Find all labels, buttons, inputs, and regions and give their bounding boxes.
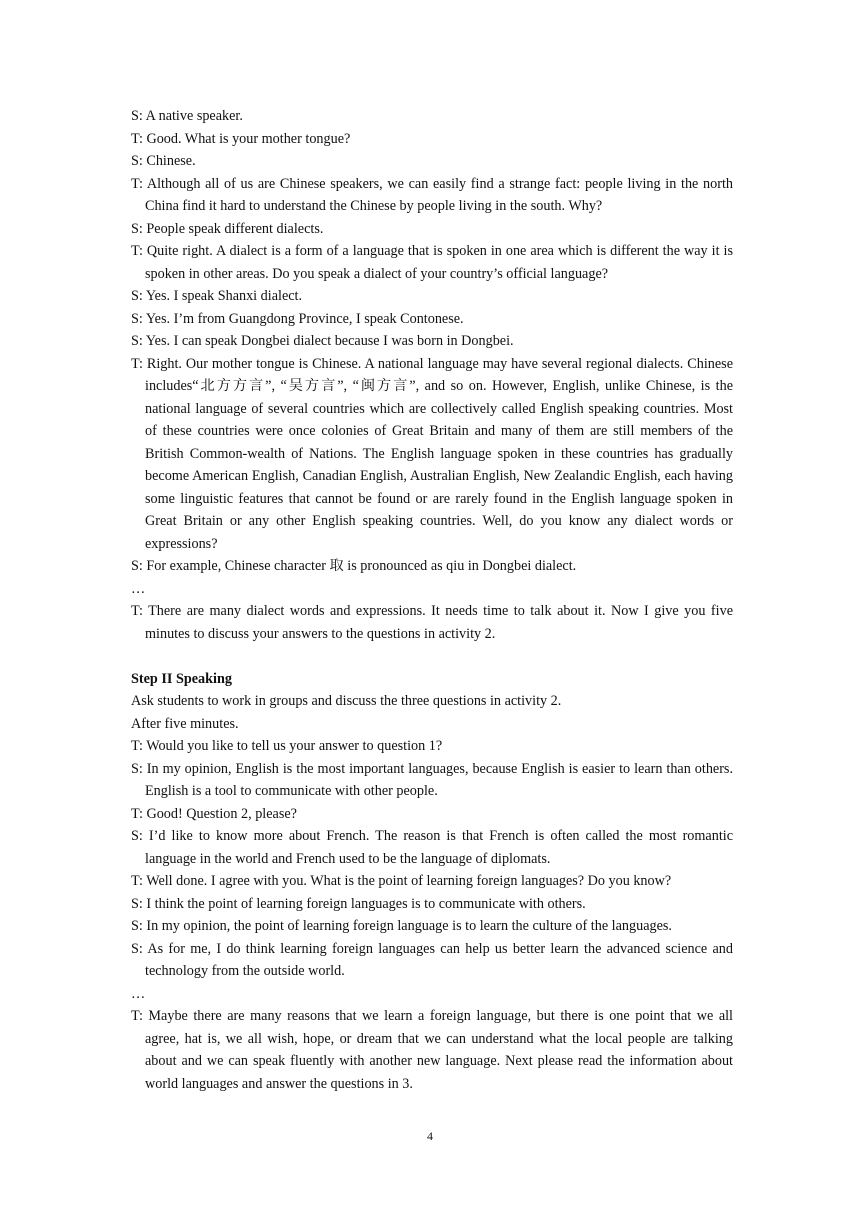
paragraph-spacer xyxy=(131,645,733,668)
dialogue-line: S: In my opinion, English is the most important languages, because English is easier to learn than others. English is a tool to communicate with other people. xyxy=(131,760,733,799)
dialogue-line: S: Chinese. xyxy=(131,153,196,169)
dialogue-line: T: Although all of us are Chinese speakers, we can easily find a strange fact: people living in the north China find it hard to understand the Chinese by people living in the south. Why? xyxy=(131,175,733,214)
dialogue-line: S: In my opinion, the point of learning foreign language is to learn the culture of the languages. xyxy=(131,918,672,934)
instruction-text: Ask students to work in groups and discuss the three questions in activity 2. xyxy=(131,693,562,709)
dialogue-line: T: Well done. I agree with you. What is the point of learning foreign languages? Do you know? xyxy=(131,873,672,889)
dialogue-line: S: As for me, I do think learning foreign languages can help us better learn the advanced science and technology from the outside world. xyxy=(131,940,733,979)
dialogue-line: T: Good! Question 2, please? xyxy=(131,805,297,822)
dialogue-line: T: Would you like to tell us your answer to question 1? xyxy=(131,738,443,754)
dialogue-line: T: Good. What is your mother tongue? xyxy=(131,130,351,147)
dialogue-line: T: Maybe there are many reasons that we learn a foreign language, but there is one point that we all agree, hat is, we all wish, hope, or dream that we can understand what the local people are talking about and we can speak fluently with another new language. Next please read the information about world languages and answer the questions in 3. xyxy=(131,1008,733,1092)
ellipsis-line: … xyxy=(131,985,146,1002)
dialogue-line: S: For example, Chinese character 取 is pronounced as qiu in Dongbei dialect. xyxy=(131,558,577,574)
dialogue-line: S: Yes. I can speak Dongbei dialect because I was born in Dongbei. xyxy=(131,333,514,349)
dialogue-line: T: There are many dialect words and expressions. It needs time to talk about it. Now I give you five minutes to discuss your answers to the questions in activity 2. xyxy=(131,603,733,642)
dialogue-line: S: I’d like to know more about French. The reason is that French is often called the most romantic language in the world and French used to be the language of diplomats. xyxy=(131,828,733,867)
dialogue-line: S: Yes. I’m from Guangdong Province, I speak Contonese. xyxy=(131,310,464,327)
dialogue-line: S: Yes. I speak Shanxi dialect. xyxy=(131,288,303,304)
instruction-text: After five minutes. xyxy=(131,715,239,732)
document-body xyxy=(131,105,733,1095)
dialogue-line: S: I think the point of learning foreign languages is to communicate with others. xyxy=(131,895,586,912)
section-heading: Step II Speaking xyxy=(131,670,232,687)
ellipsis-line: … xyxy=(131,580,146,597)
page-number: 4 xyxy=(427,1129,433,1143)
dialogue-line: S: A native speaker. xyxy=(131,108,243,124)
dialogue-line: T: Quite right. A dialect is a form of a language that is spoken in one area which is different the way it is spoken in other areas. Do you speak a dialect of your country’s official language? xyxy=(131,243,733,282)
dialogue-line: T: Right. Our mother tongue is Chinese. A national language may have several regional dialects. Chinese includes“北方方言”, “吴方言”, “闽方言”, and so on. However, English, unlike Chinese, is the national language of several countries which are collectively called English speaking countries. Most of these countries were once colonies of Great Britain and many of them are still members of the British Common-wealth of Nations. The English language spoken in these countries has gradually become American English, Canadian English, Australian English, New Zealandic English, each having some linguistic features that cannot be found or are rarely found in the English language spoken in Great Britain or any other English speaking countries. Well, do you know any dialect words or expressions? xyxy=(131,355,733,552)
dialogue-line: S: People speak different dialects. xyxy=(131,220,324,237)
